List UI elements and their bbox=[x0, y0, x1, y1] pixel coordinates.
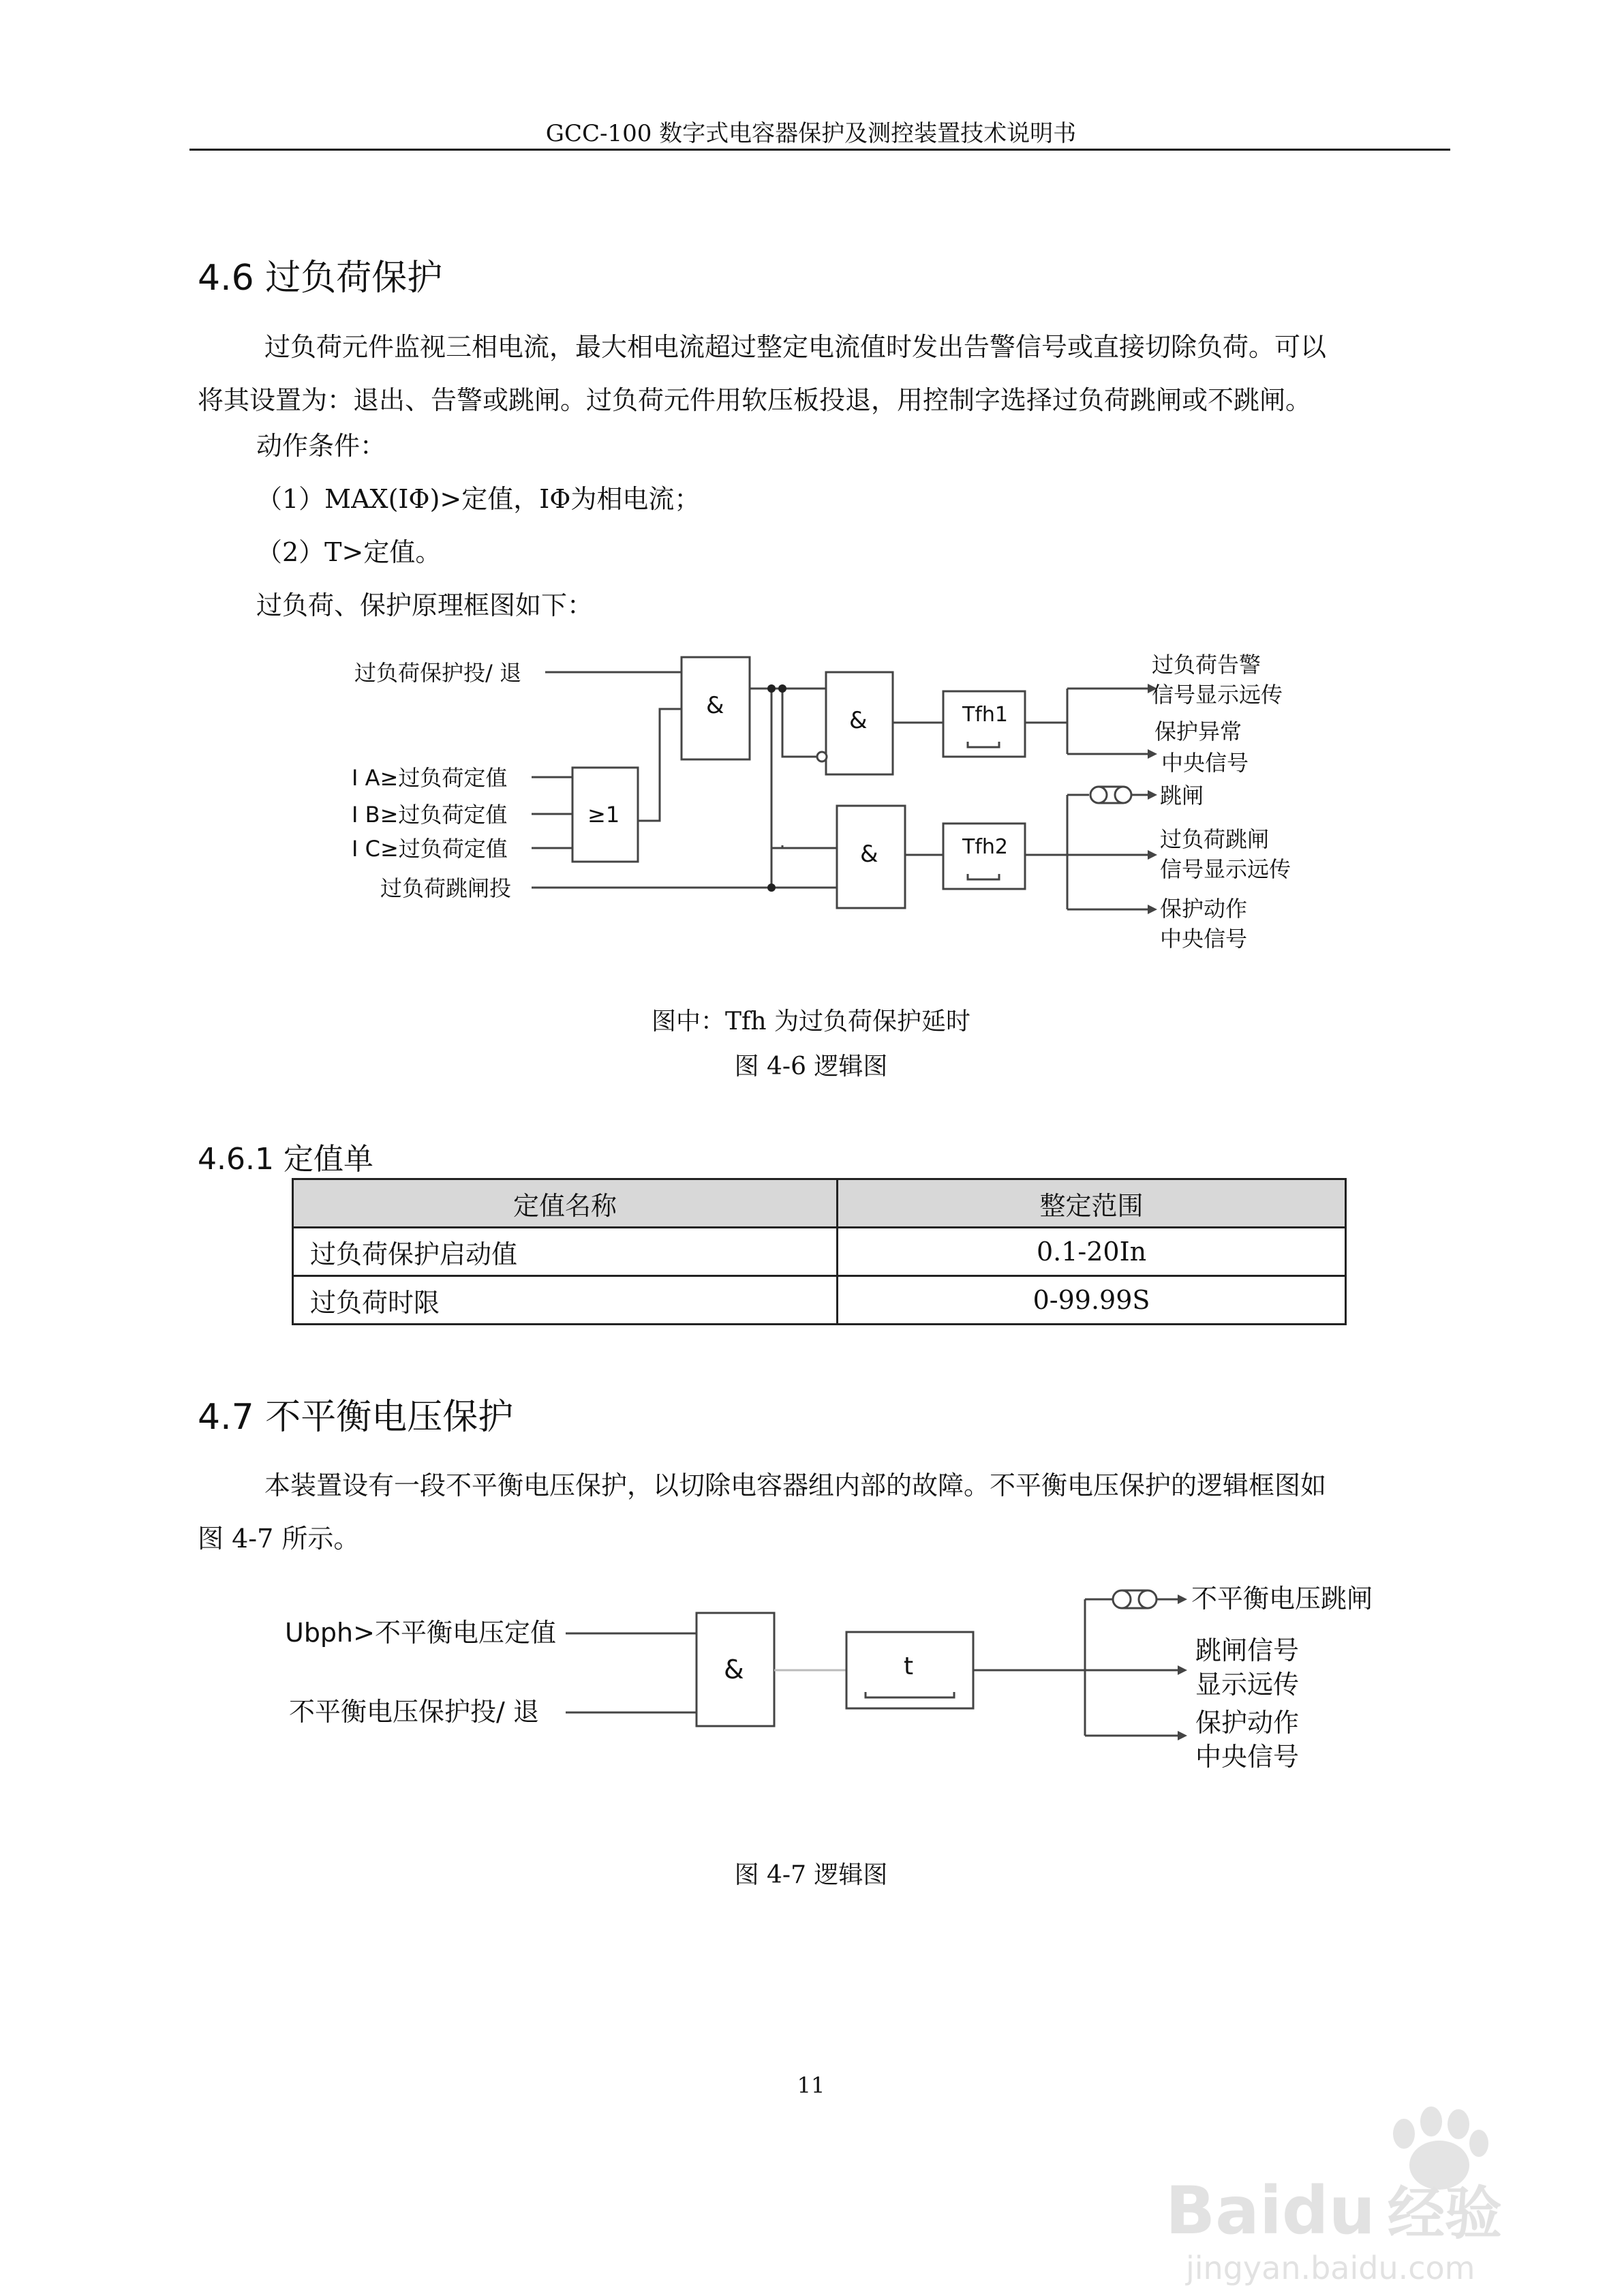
section-4-7-title: 4.7 不平衡电压保护 bbox=[198, 1397, 514, 1438]
contact bbox=[1139, 1590, 1157, 1608]
timer-label: Tfh2 bbox=[962, 835, 1008, 859]
output-label: 过负荷告警 bbox=[1152, 652, 1261, 678]
section-4-6-1-title: 4.6.1 定值单 bbox=[198, 1142, 373, 1177]
table-header-row bbox=[293, 1179, 1346, 1228]
output-label: 跳闸信号 bbox=[1195, 1635, 1300, 1665]
or-symbol: ≥1 bbox=[587, 802, 620, 828]
and-symbol: & bbox=[706, 692, 724, 719]
conditions-title: 动作条件： bbox=[256, 431, 386, 461]
output-label: 保护动作 bbox=[1195, 1708, 1300, 1738]
paragraph-line: 过负荷元件监视三相电流，最大相电流超过整定电流值时发出告警信号或直接切除负荷。可以 bbox=[264, 332, 1327, 362]
contact bbox=[1115, 787, 1131, 803]
table-header-cell: 定值名称 bbox=[293, 1179, 838, 1228]
arrowhead bbox=[1178, 1665, 1187, 1675]
input-label-ib: I B≥过负荷定值 bbox=[352, 802, 508, 828]
section-4-7-paragraph bbox=[198, 1459, 1458, 1565]
output-label: 不平衡电压跳闸 bbox=[1191, 1584, 1373, 1614]
arrowhead bbox=[1148, 749, 1157, 759]
output-label: 显示远传 bbox=[1195, 1670, 1300, 1700]
page-number: 11 bbox=[797, 2072, 825, 2098]
settings-table bbox=[292, 1178, 1347, 1325]
arrowhead bbox=[1148, 790, 1157, 800]
output-label: 过负荷跳闸 bbox=[1160, 826, 1270, 852]
arrowhead bbox=[1148, 905, 1157, 914]
junction-dot bbox=[767, 883, 776, 892]
contact bbox=[1113, 1590, 1131, 1608]
running-header: GCC-100 数字式电容器保护及测控装置技术说明书 bbox=[545, 120, 1077, 147]
contact bbox=[1090, 787, 1107, 803]
baidu-watermark bbox=[1159, 2086, 1595, 2291]
table-row bbox=[293, 1228, 1346, 1276]
timer-mark bbox=[968, 742, 999, 747]
watermark-brand: 经验 bbox=[1387, 2180, 1502, 2247]
table-row bbox=[293, 1276, 1346, 1325]
figure-4-6-caption: 图 4-6 逻辑图 bbox=[734, 1053, 888, 1081]
timer-label: t bbox=[904, 1652, 914, 1680]
output-label: 中央信号 bbox=[1160, 926, 1248, 952]
input-label-enable: 不平衡电压保护投/ 退 bbox=[289, 1697, 539, 1727]
output-label: 跳闸 bbox=[1160, 783, 1204, 809]
arrowhead bbox=[1178, 1731, 1187, 1740]
condition-2: （2）T>定值。 bbox=[256, 537, 442, 567]
condition-1: （1）MAX(IΦ)>定值，IΦ为相电流； bbox=[256, 484, 701, 514]
input-label-ubph: Ubph>不平衡电压定值 bbox=[285, 1618, 556, 1648]
paragraph-line: 将其设置为：退出、告警或跳闸。过负荷元件用软压板投退，用控制字选择过负荷跳闸或不跳闸。 bbox=[198, 385, 1312, 415]
diagram-intro: 过负荷、保护原理框图如下： bbox=[256, 590, 594, 620]
output-label: 中央信号 bbox=[1195, 1742, 1300, 1772]
and-symbol: & bbox=[849, 707, 868, 734]
table-cell: 0.1-20In bbox=[838, 1228, 1346, 1276]
input-label-ic: I C≥过负荷定值 bbox=[352, 836, 508, 862]
watermark-url: jingyan.baidu.com bbox=[1186, 2250, 1475, 2286]
arrowhead bbox=[1178, 1595, 1187, 1604]
timer-mark bbox=[968, 874, 999, 879]
table-cell: 过负荷时限 bbox=[293, 1276, 838, 1325]
wire bbox=[782, 689, 819, 757]
figure-4-6-note: 图中：Tfh 为过负荷保护延时 bbox=[652, 1008, 970, 1036]
timer-mark bbox=[866, 1692, 954, 1697]
paragraph-line: 本装置设有一段不平衡电压保护，以切除电容器组内部的故障。不平衡电压保护的逻辑框图如 bbox=[264, 1470, 1327, 1500]
output-label: 信号显示远传 bbox=[1160, 856, 1291, 882]
output-label: 保护异常 bbox=[1154, 719, 1242, 744]
output-label: 保护动作 bbox=[1160, 896, 1248, 922]
input-label-ia: I A≥过负荷定值 bbox=[352, 765, 508, 791]
output-label: 中央信号 bbox=[1161, 750, 1249, 776]
arrowhead bbox=[1148, 850, 1157, 860]
input-label-enable: 过负荷保护投/ 退 bbox=[354, 660, 521, 686]
output-label: 信号显示远传 bbox=[1152, 682, 1283, 708]
and-symbol: & bbox=[860, 841, 878, 868]
table-cell: 过负荷保护启动值 bbox=[293, 1228, 838, 1276]
junction-dot bbox=[767, 684, 776, 693]
watermark-brand: Bai bbox=[1165, 2173, 1282, 2249]
watermark-brand: du bbox=[1281, 2173, 1375, 2249]
timer-label: Tfh1 bbox=[962, 703, 1008, 727]
logic-diagram-4-7 bbox=[566, 1590, 1178, 1736]
inverter-bubble bbox=[817, 752, 827, 761]
table-header-cell: 整定范围 bbox=[838, 1179, 1346, 1228]
and-symbol: & bbox=[724, 1655, 744, 1685]
paragraph-line: 图 4-7 所示。 bbox=[198, 1524, 360, 1554]
figure-4-7-caption: 图 4-7 逻辑图 bbox=[734, 1861, 888, 1889]
wire bbox=[638, 709, 682, 821]
junction-dot bbox=[778, 684, 786, 693]
input-label-trip: 过负荷跳闸投 bbox=[380, 875, 512, 901]
section-4-6-title: 4.6 过负荷保护 bbox=[198, 258, 443, 299]
table-cell: 0-99.99S bbox=[838, 1276, 1346, 1325]
